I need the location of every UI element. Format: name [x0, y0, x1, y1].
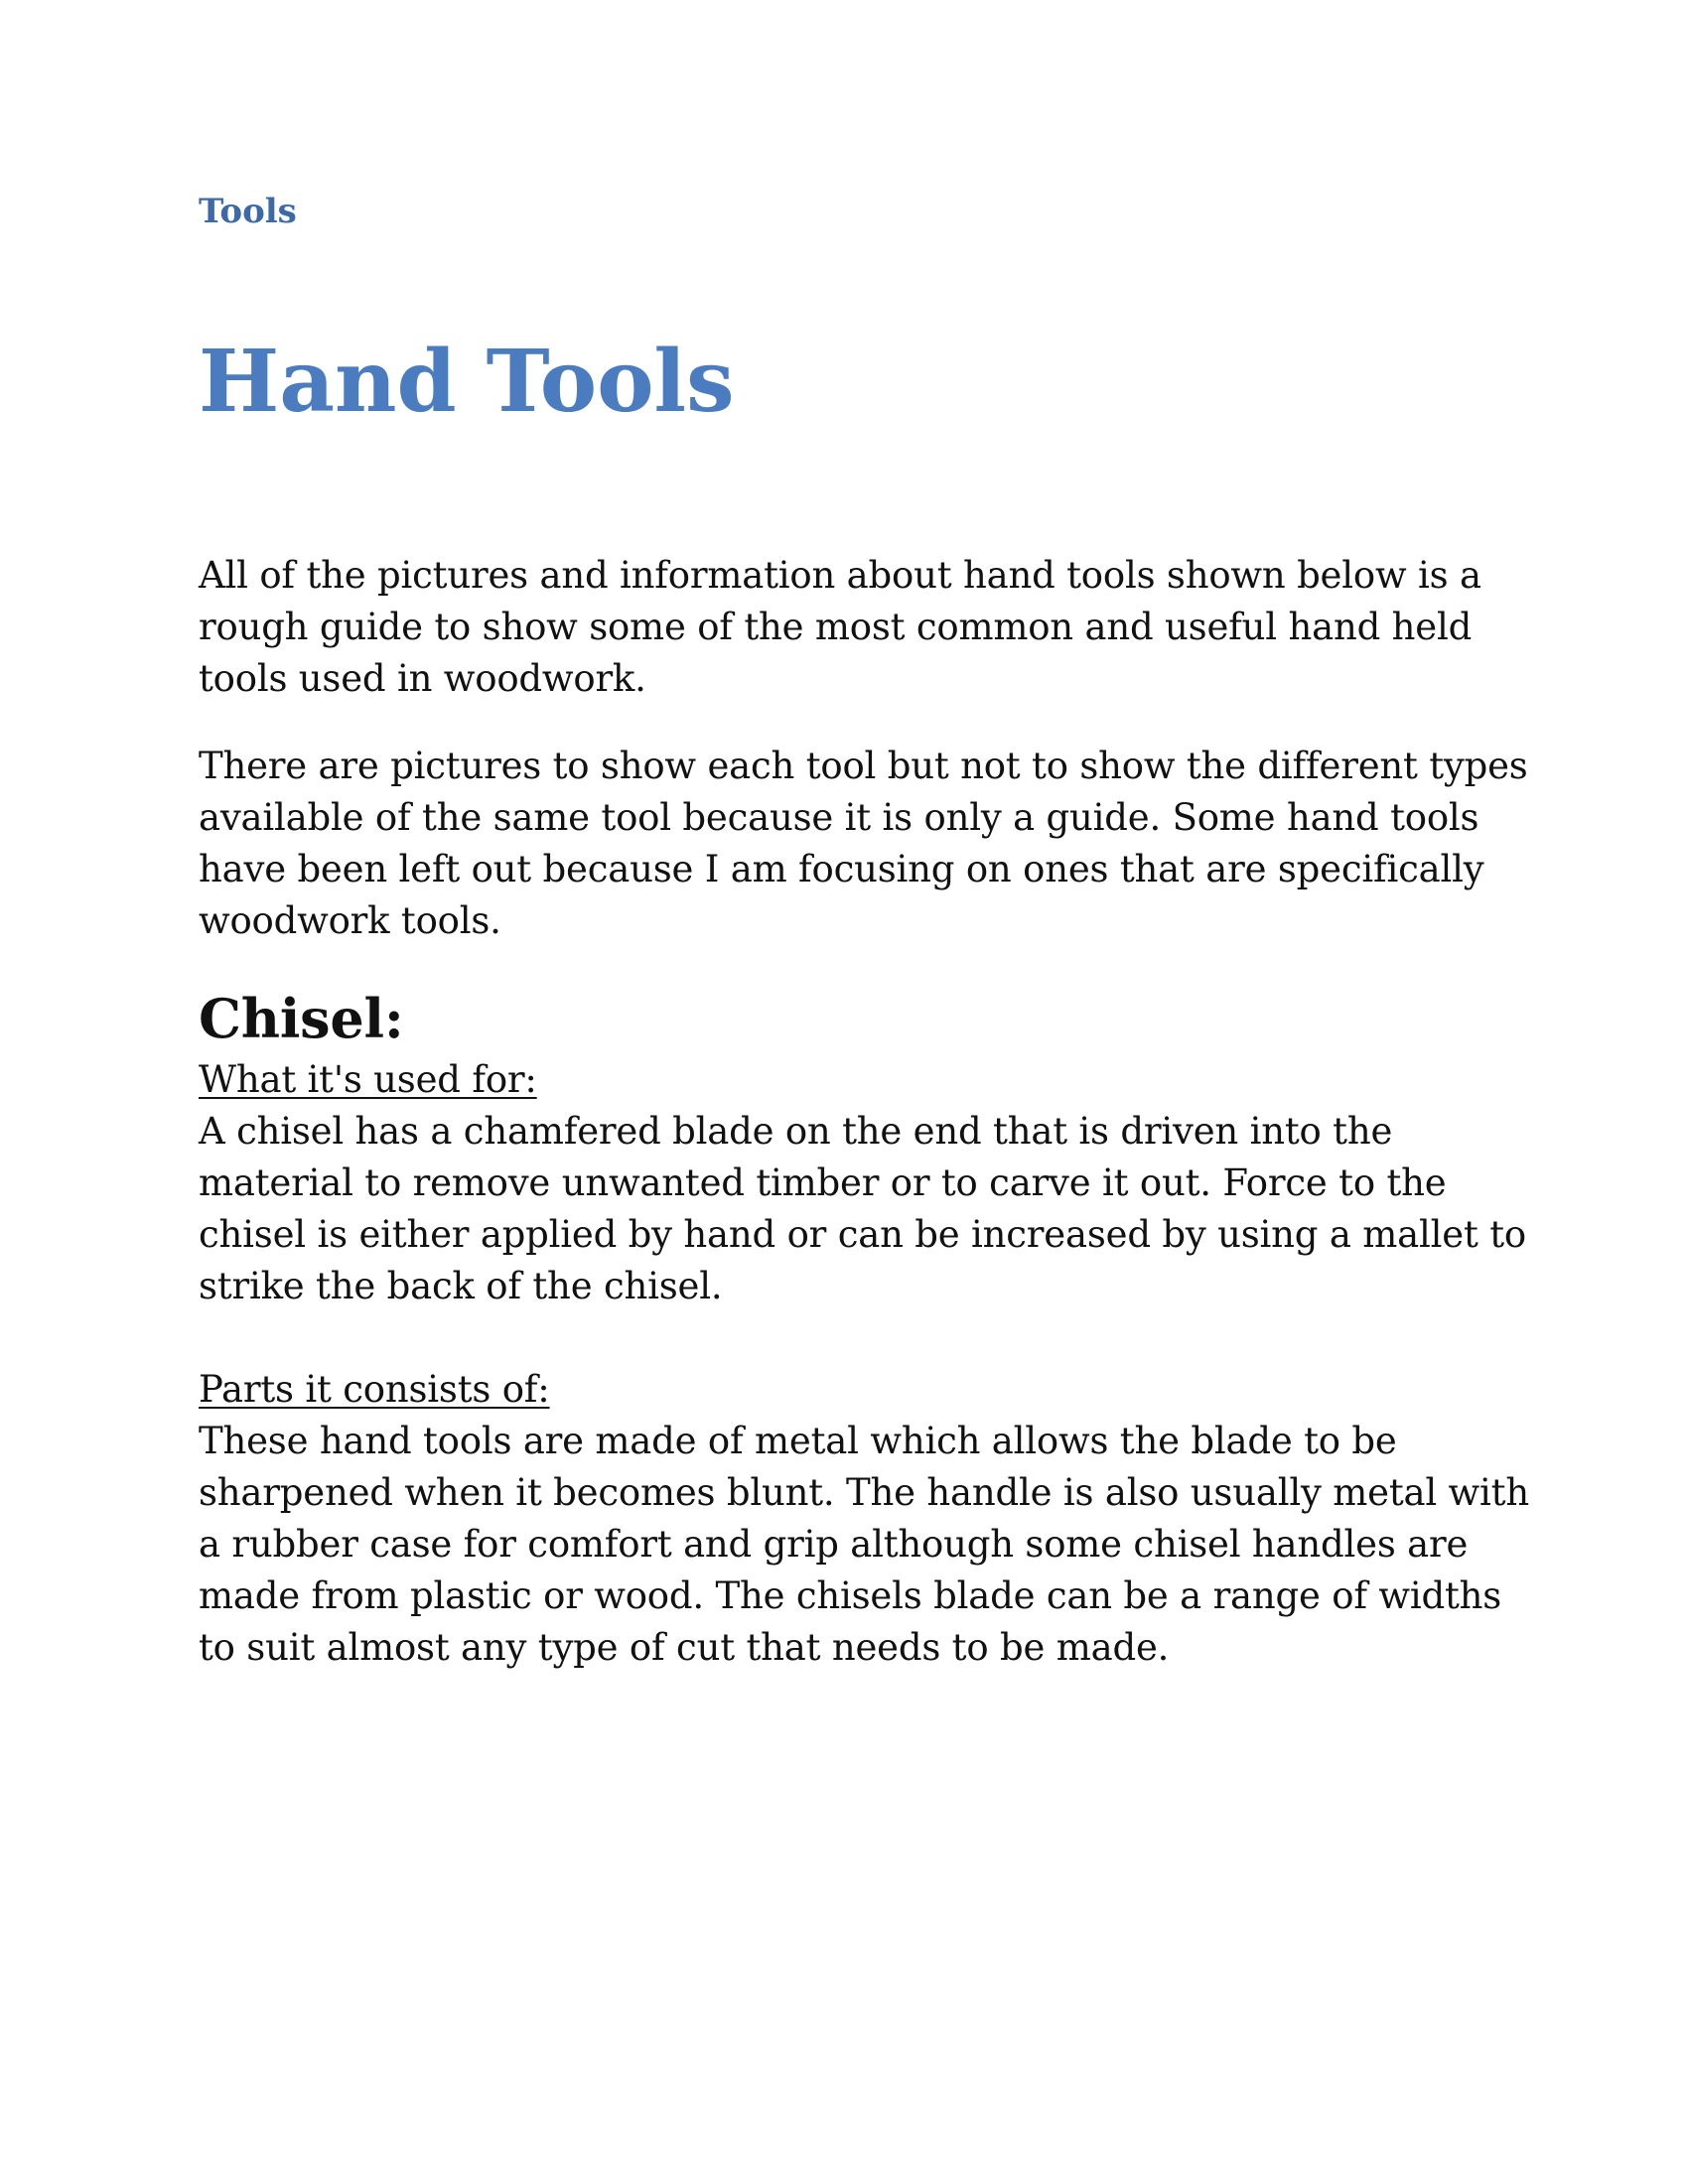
intro-paragraph-2: There are pictures to show each tool but not to show the different types available of the same tool because it is only a guide. Some hand tools have been left out because I am focusing on ones that are specifically woodwork tools.: [199, 745, 1528, 942]
page-title: Hand Tools: [199, 332, 735, 432]
parts-label: Parts it consists of:: [199, 1368, 550, 1411]
section-spacer: [199, 1312, 1529, 1364]
parts-text: These hand tools are made of metal which allows the blade to be sharpened when it becomes blunt. The handle is also usually metal with a rubber case for comfort and grip although some chisel handles are made from plastic or wood. The chisels blade can be a range of widths to suit almost any type of cut that needs to be made.: [199, 1420, 1529, 1669]
used-for-text: A chisel has a chamfered blade on the end that is driven into the material to remove unwanted timber or to carve it out. Force to the chisel is either applied by hand or can be increased by using a mallet to strike the back of the chisel.: [199, 1110, 1526, 1307]
section-heading-chisel: Chisel:: [199, 987, 404, 1050]
used-for-label: What it's used for:: [199, 1058, 537, 1101]
intro-paragraph-1: All of the pictures and information about hand tools shown below is a rough guide to show some of the most common and useful hand held tools used in woodwork.: [199, 554, 1481, 700]
document-body: [199, 550, 1529, 1674]
header-label: Tools: [199, 192, 297, 231]
